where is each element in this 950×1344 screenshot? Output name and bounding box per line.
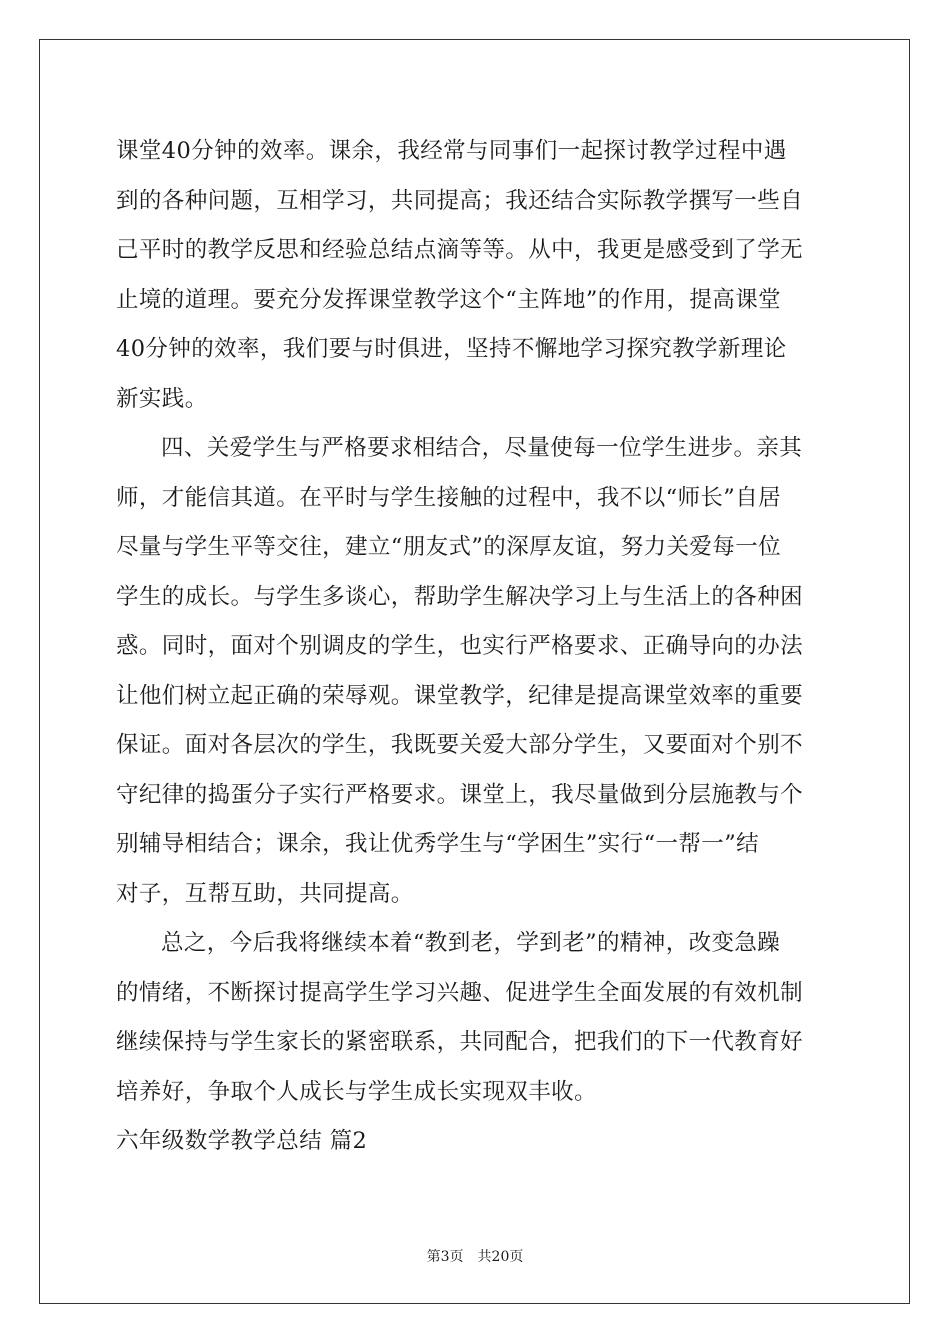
- page-number-current: 第3页: [426, 1249, 464, 1265]
- text-line: 学生的成长。与学生多谈心，帮助学生解决学习上与生活上的各种困: [116, 583, 804, 610]
- text-line: 尽量与学生平等交往，建立“朋友式”的深厚友谊，努力关爱每一位: [116, 534, 782, 560]
- text-line: 40分钟的效率，我们要与时俱进，坚持不懈地学习探究教学新理论: [116, 336, 787, 362]
- text-line: 培养好，争取个人成长与学生成长实现双丰收。: [116, 1078, 597, 1105]
- text-line: 保证。面对各层次的学生，我既要关爱大部分学生，又要面对个别不: [116, 732, 804, 758]
- paragraph-start-line: 四、关爱学生与严格要求相结合，尽量使每一位学生进步。亲其: [161, 435, 803, 461]
- page-number-total: 共20页: [477, 1249, 524, 1265]
- paragraph-start-line: 总之，今后我将继续本着“教到老，学到老”的精神，改变急躁: [161, 930, 781, 956]
- document-body: [116, 127, 832, 1167]
- text-line: 对子，互帮互助，共同提高。: [116, 880, 414, 907]
- text-line: 止境的道理。要充分发挥课堂教学这个“主阵地”的作用，提高课堂: [116, 286, 782, 313]
- text-line: 继续保持与学生家长的紧密联系，共同配合，把我们的下一代教育好: [116, 1029, 804, 1055]
- text-line: 的情绪，不断探讨提高学生学习兴趣、促进学生全面发展的有效机制: [116, 979, 804, 1006]
- text-line: 课堂40分钟的效率。课余，我经常与同事们一起探讨教学过程中遇: [116, 138, 787, 164]
- text-line: 师，才能信其道。在平时与学生接触的过程中，我不以“师长”自居: [116, 484, 782, 511]
- text-line: 惑。同时，面对个别调皮的学生，也实行严格要求、正确导向的办法: [116, 633, 804, 659]
- text-line: 让他们树立起正确的荣辱观。课堂教学，纪律是提高课堂效率的重要: [116, 682, 804, 709]
- text-line: 别辅导相结合；课余，我让优秀学生与“学困生”实行“一帮一”结: [116, 831, 760, 857]
- section-heading: 六年级数学教学总结 篇2: [116, 1128, 368, 1154]
- text-line: 到的各种问题，互相学习，共同提高；我还结合实际教学撰写一些自: [116, 187, 804, 214]
- text-line: 己平时的教学反思和经验总结点滴等等。从中，我更是感受到了学无: [116, 237, 804, 263]
- page-footer: [0, 1248, 950, 1266]
- text-line: 守纪律的捣蛋分子实行严格要求。课堂上，我尽量做到分层施教与个: [116, 781, 804, 808]
- text-line: 新实践。: [116, 385, 208, 412]
